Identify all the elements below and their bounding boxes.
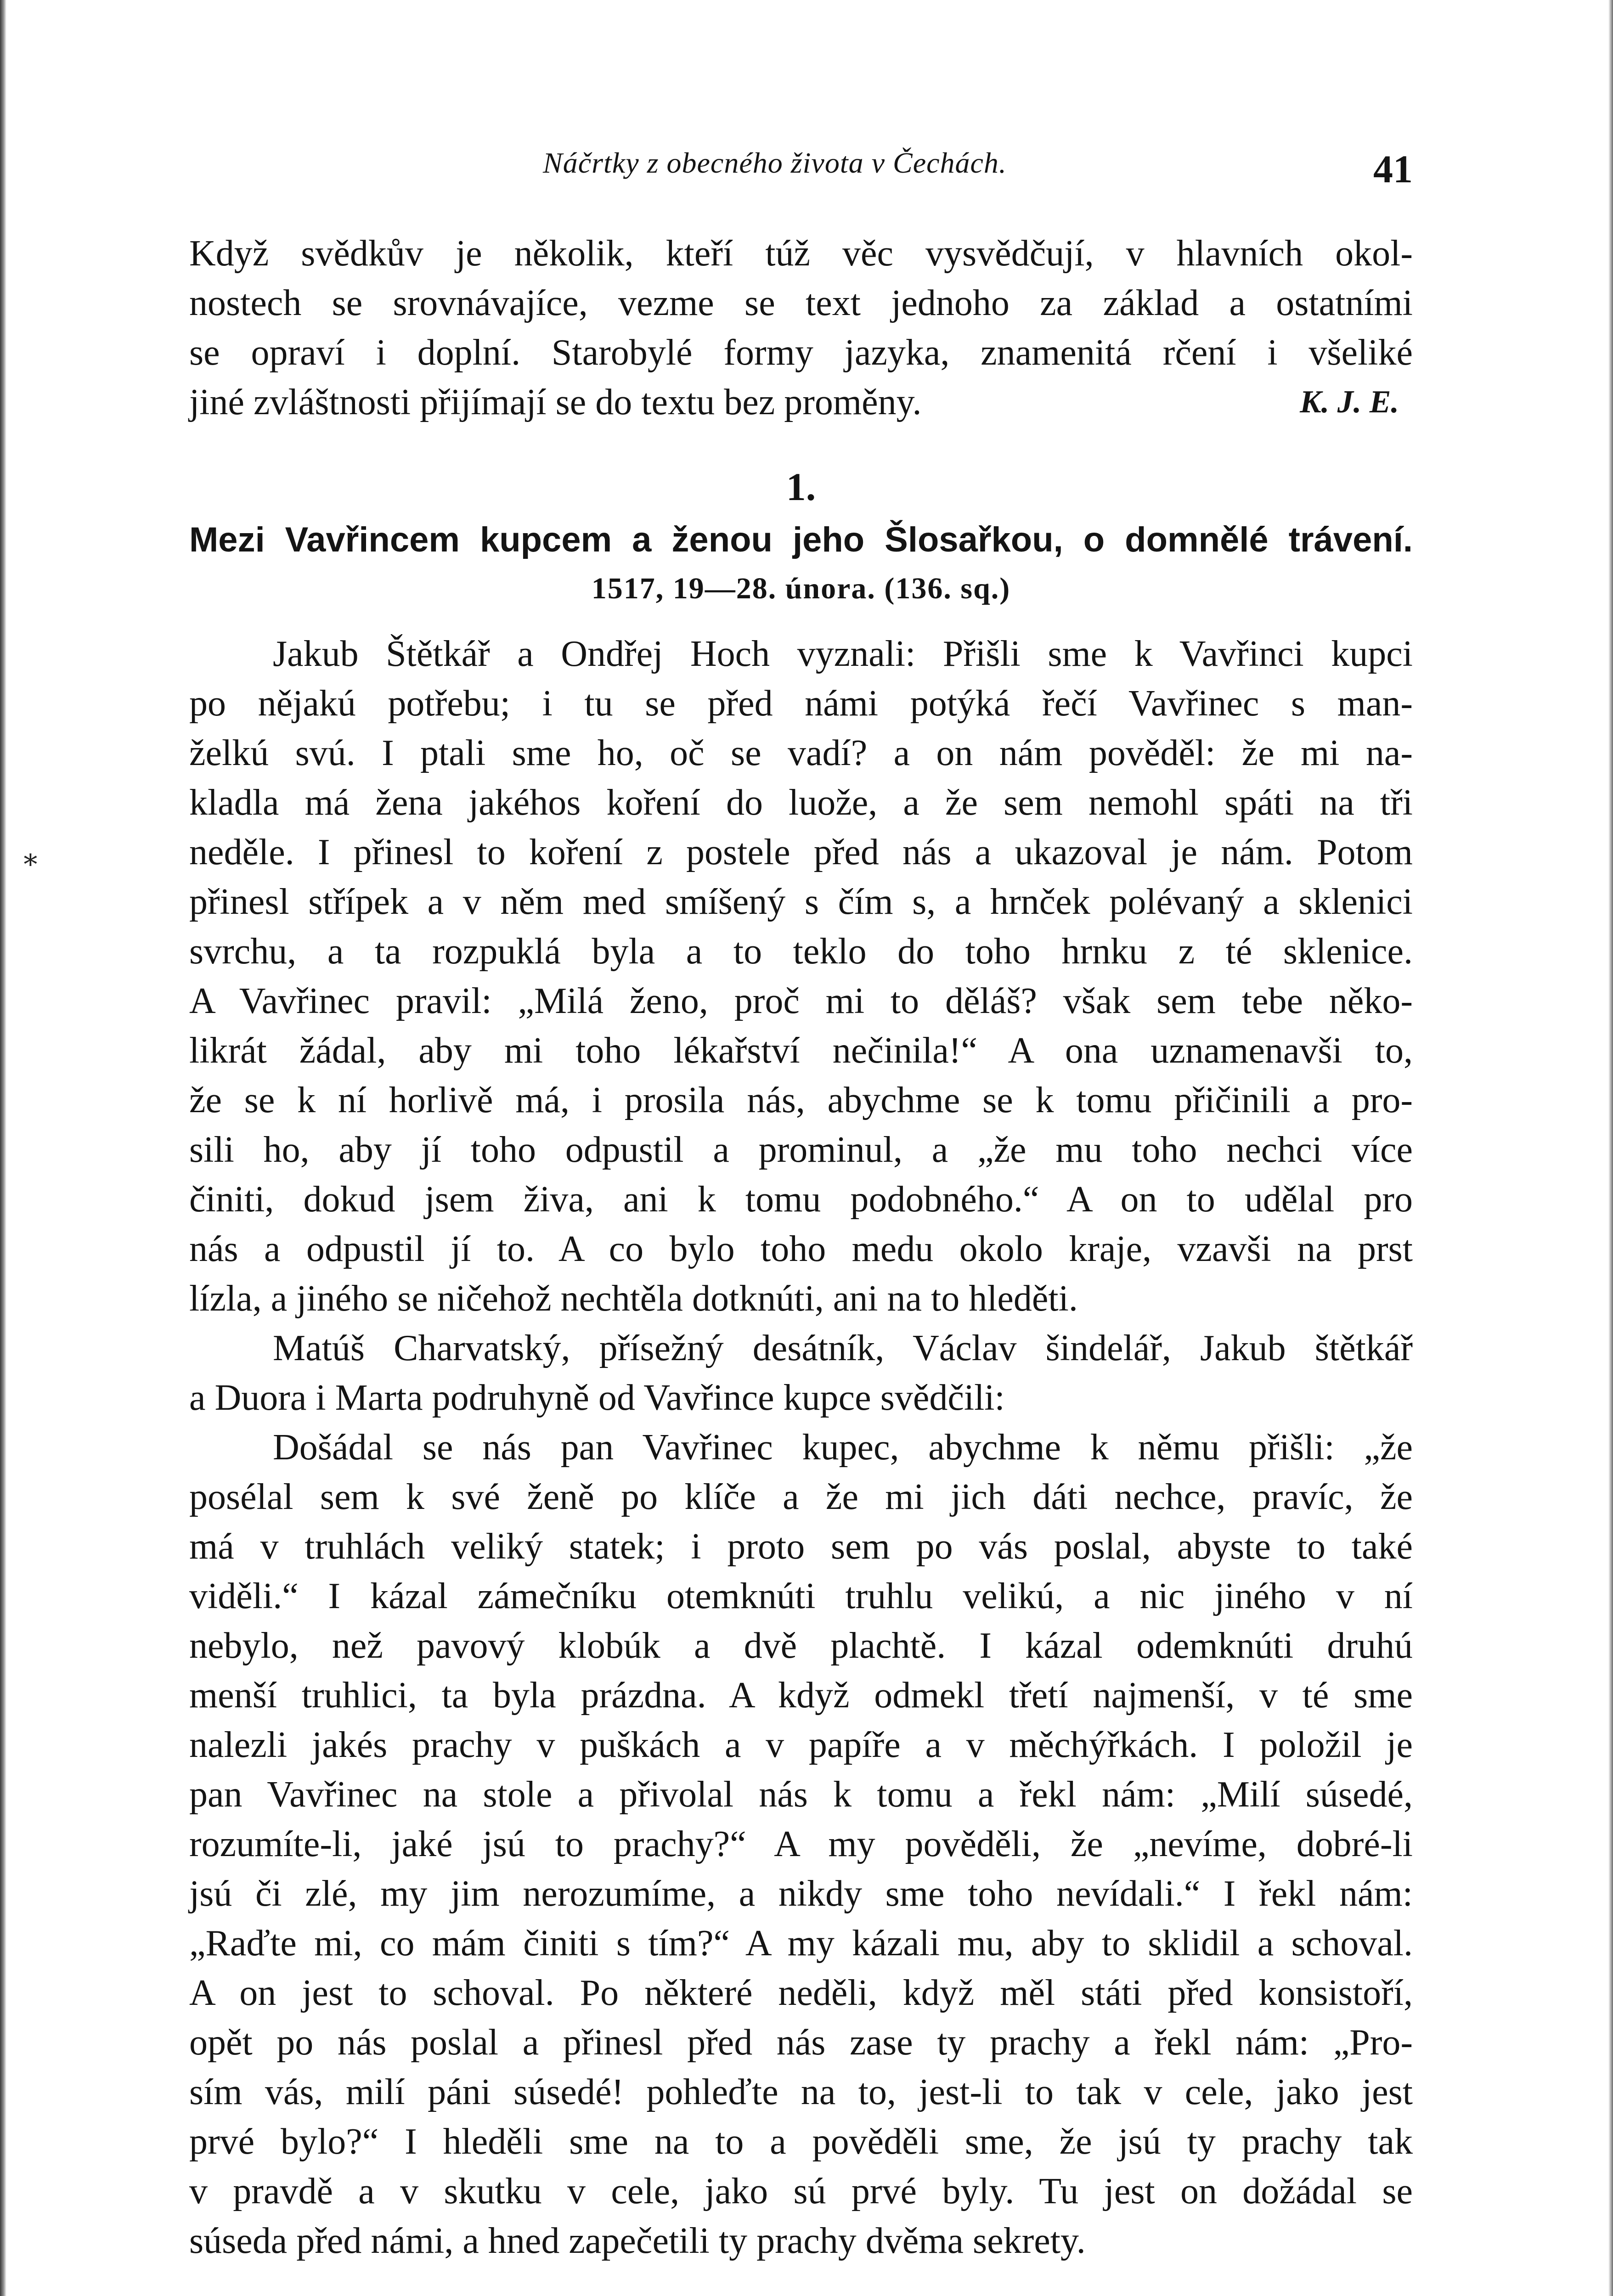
text-line: jiné zvláštnosti přijímají se do textu bez proměny. <box>189 382 922 422</box>
text-line: sím vás, milí páni súsedé! pohleďte na to, jest-li to tak v cele, jako jest <box>189 2072 1413 2112</box>
section-date: 1517, 19—28. února. (136. sq.) <box>591 572 1011 605</box>
text-line: nalezli jakés prachy v puškách a v papíře a v měchýřkách. I položil je <box>189 1725 1413 1765</box>
text-line: svrchu, a ta rozpuklá byla a to teklo do toho hrnku z té sklenice. <box>189 931 1413 972</box>
text-line: likrát žádal, aby mi toho lékařství nečinila!“ A ona uznamenavši to, <box>189 1030 1413 1071</box>
paragraph <box>189 629 1413 1323</box>
text-line: pan Vavřinec na stole a přivolal nás k tomu a řekl nám: „Milí súsedé, <box>189 1774 1413 1815</box>
text-line: Jakub Štětkář a Ondřej Hoch vyznali: Přišli sme k Vavřinci kupci <box>273 634 1413 674</box>
text-line: v pravdě a v skutku v cele, jako sú prvé byly. Tu jest on dožádal se <box>189 2171 1413 2212</box>
page-number: 41 <box>1373 147 1413 191</box>
text-line: nebylo, než pavový klobúk a dvě plachtě. I kázal odemknúti druhú <box>189 1626 1413 1666</box>
text-line: želkú svú. I ptali sme ho, oč se vadí? a on nám pověděl: že mi na- <box>189 733 1413 773</box>
text-line: rozumíte-li, jaké jsú to prachy?“ A my pověděli, že „nevíme, dobré-li <box>189 1824 1413 1864</box>
paragraph <box>189 1323 1413 1423</box>
author-signature: K. J. E. <box>1300 384 1399 420</box>
section-number: 1. <box>786 465 816 509</box>
text-line: viděli.“ I kázal zámečníku otemknúti truhlu velikú, a nic jiného v ní <box>189 1576 1413 1616</box>
section-title: Mezi Vavřincem kupcem a ženou jeho Šlosařkou, o domnělé trávení. <box>189 520 1413 559</box>
text-line: činiti, dokud jsem živa, ani k tomu podobného.“ A on to udělal pro <box>189 1179 1413 1220</box>
text-line: „Raďte mi, co mám činiti s tím?“ A my kázali mu, aby to sklidil a schoval. <box>189 1923 1413 1964</box>
page-edge-right <box>1608 0 1613 2296</box>
text-line: kladla má žena jakéhos koření do luože, a že sem nemohl spáti na tři <box>189 782 1413 823</box>
text-line: menší truhlici, ta byla prázdna. A když odmekl třetí najmenší, v té sme <box>189 1675 1413 1716</box>
text-line: posélal sem k své ženě po klíče a že mi jich dáti nechce, pravíc, že <box>189 1477 1413 1517</box>
text-line: prvé bylo?“ I hleděli sme na to a pověděli sme, že jsú ty prachy tak <box>189 2122 1413 2162</box>
text-line: má v truhlách veliký statek; i proto sem po vás poslal, abyste to také <box>189 1526 1413 1567</box>
text-line: sili ho, aby jí toho odpustil a prominul, a „že mu toho nechci více <box>189 1130 1413 1170</box>
text-line: že se k ní horlivě má, i prosila nás, abychme se k tomu přičinili a pro- <box>189 1080 1413 1120</box>
text-line: po nějakú potřebu; i tu se před námi potýká řečí Vavřinec s man- <box>189 683 1413 724</box>
paragraph <box>189 1423 1413 2266</box>
intro-paragraph <box>189 229 1413 427</box>
text-line: neděle. I přinesl to koření z postele před nás a ukazoval je nám. Potom <box>189 832 1413 872</box>
margin-mark: ∗ <box>21 844 40 874</box>
text-line: A Vavřinec pravil: „Milá ženo, proč mi to děláš? však sem tebe něko- <box>189 981 1413 1021</box>
text-line: nás a odpustil jí to. A co bylo toho medu okolo kraje, vzavši na prst <box>189 1229 1413 1269</box>
text-line: jsú či zlé, my jim nerozumíme, a nikdy sme toho nevídali.“ I řekl nám: <box>189 1874 1413 1914</box>
page-edge-left <box>0 0 6 2296</box>
running-head <box>189 146 1413 197</box>
section-heading <box>189 459 1413 612</box>
text-line: súseda před námi, a hned zapečetili ty prachy dvěma sekrety. <box>189 2221 1086 2261</box>
text-line: přinesl střípek a v něm med smíšený s čím s, a hrnček polévaný a sklenici <box>189 882 1413 922</box>
running-title: Náčrtky z obecného života v Čechách. <box>543 146 1007 179</box>
text-line: Došádal se nás pan Vavřinec kupec, abychme k němu přišli: „že <box>273 1427 1413 1468</box>
text-line: a Duora i Marta podruhyně od Vavřince kupce svědčili: <box>189 1378 1005 1418</box>
text-line: nostech se srovnávajíce, vezme se text jednoho za základ a ostatními <box>189 283 1413 323</box>
text-line: A on jest to schoval. Po některé neděli, když měl státi před konsistoří, <box>189 1973 1413 2013</box>
text-line-with-signature <box>189 377 1413 427</box>
text-line: se opraví i doplní. Starobylé formy jazyka, znamenitá rčení i všeliké <box>189 332 1413 373</box>
text-line: Matúš Charvatský, přísežný desátník, Václav šindelář, Jakub štětkář <box>273 1328 1413 1368</box>
text-line: Když svědkův je několik, kteří túž věc vysvědčují, v hlavních okol- <box>189 233 1413 274</box>
text-line: opět po nás poslal a přinesl před nás zase ty prachy a řekl nám: „Pro- <box>189 2022 1413 2063</box>
text-line: lízla, a jiného se ničehož nechtěla dotknúti, ani na to hleděti. <box>189 1278 1078 1319</box>
